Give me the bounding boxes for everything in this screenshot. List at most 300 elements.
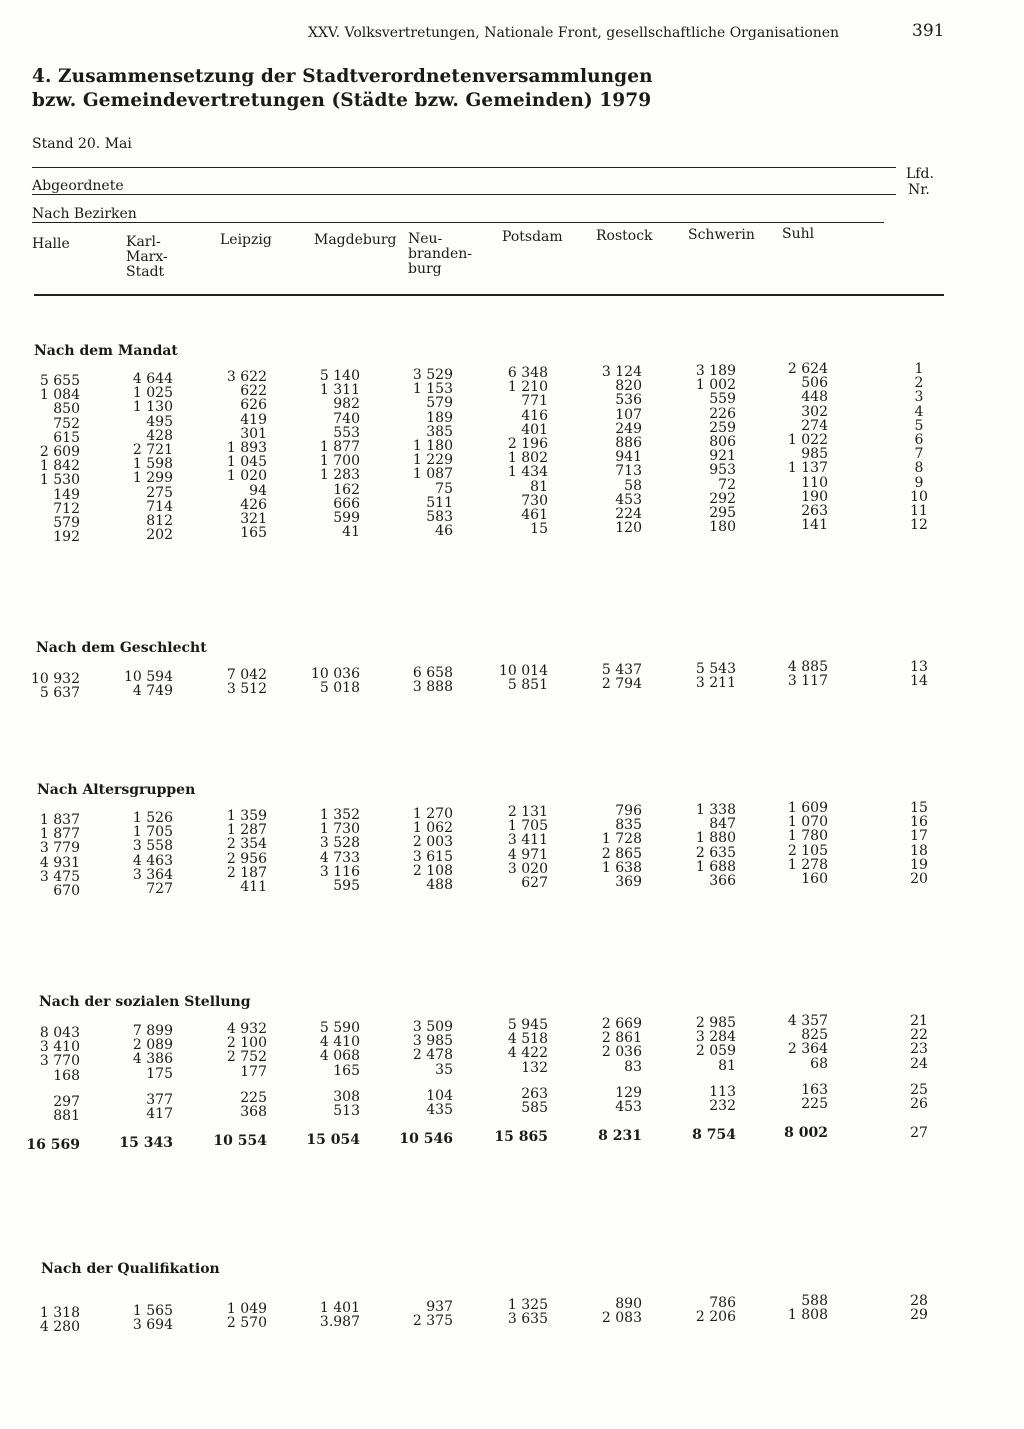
lfd-nr-cell: 16 bbox=[910, 814, 928, 831]
table-cell: 3 509 bbox=[412, 1019, 453, 1035]
table-cell: 192 bbox=[53, 529, 80, 546]
table-cell: 2 721 bbox=[132, 441, 173, 458]
table-cell: 1 530 bbox=[39, 472, 80, 489]
header-rule-2 bbox=[32, 194, 896, 195]
table-cell: 511 bbox=[426, 494, 453, 511]
data-column bbox=[177, 1022, 267, 1079]
table-cell: 3 020 bbox=[507, 860, 548, 877]
table-cell: 2 354 bbox=[226, 836, 267, 853]
table-cell: 189 bbox=[426, 409, 453, 426]
table-cell: 1 283 bbox=[319, 467, 360, 484]
data-column bbox=[552, 804, 642, 889]
lfd-nr-column bbox=[904, 1014, 934, 1071]
table-cell: 3 512 bbox=[226, 681, 267, 698]
table-cell: 3 779 bbox=[39, 840, 80, 857]
table-cell: 417 bbox=[146, 1106, 173, 1123]
table-cell: 881 bbox=[53, 1108, 80, 1125]
table-cell: 2 196 bbox=[507, 435, 548, 452]
table-cell: 301 bbox=[240, 425, 267, 442]
table-cell: 3 558 bbox=[132, 838, 173, 855]
table-cell: 120 bbox=[615, 520, 642, 537]
table-cell: 1 893 bbox=[226, 439, 267, 456]
table-cell: 847 bbox=[709, 816, 736, 833]
table-cell: 1 730 bbox=[319, 821, 360, 838]
table-cell: 1 526 bbox=[132, 810, 173, 826]
table-cell: 1 728 bbox=[601, 831, 642, 848]
table-cell: 3 615 bbox=[412, 848, 453, 865]
data-column bbox=[177, 1302, 267, 1330]
lfd-nr-cell: 18 bbox=[910, 842, 928, 859]
table-cell: 83 bbox=[624, 1058, 642, 1075]
table-cell: 7 042 bbox=[226, 667, 267, 683]
data-column bbox=[270, 1301, 360, 1329]
table-cell: 4 357 bbox=[787, 1013, 828, 1029]
total-cell: 8 231 bbox=[598, 1128, 642, 1144]
table-cell: 2 609 bbox=[39, 443, 80, 460]
table-cell: 297 bbox=[53, 1094, 80, 1110]
table-cell: 1 070 bbox=[787, 814, 828, 831]
table-cell: 1 153 bbox=[412, 381, 453, 398]
lfd-nr-cell: 22 bbox=[910, 1027, 928, 1044]
table-cell: 275 bbox=[146, 484, 173, 501]
data-column bbox=[83, 811, 173, 896]
table-cell: 162 bbox=[333, 481, 360, 498]
header-rule-3 bbox=[32, 222, 884, 223]
table-cell: 579 bbox=[426, 395, 453, 412]
lfd-nr-cell: 11 bbox=[910, 502, 928, 519]
table-cell: 292 bbox=[709, 490, 736, 507]
table-cell: 113 bbox=[709, 1084, 736, 1100]
table-cell: 3 985 bbox=[412, 1033, 453, 1050]
table-cell: 2 865 bbox=[601, 845, 642, 862]
table-cell: 1 278 bbox=[787, 856, 828, 873]
table-cell: 1 022 bbox=[787, 431, 828, 448]
table-cell: 1 705 bbox=[507, 818, 548, 835]
table-cell: 559 bbox=[709, 391, 736, 408]
column-header-line: Halle bbox=[32, 236, 70, 252]
data-column bbox=[270, 1090, 360, 1118]
table-cell: 3 635 bbox=[507, 1311, 548, 1328]
table-cell: 190 bbox=[801, 488, 828, 505]
table-cell: 2 364 bbox=[787, 1041, 828, 1058]
table-cell: 165 bbox=[333, 1062, 360, 1079]
total-cell: 8 754 bbox=[692, 1127, 736, 1143]
table-cell: 5 637 bbox=[39, 685, 80, 702]
data-column bbox=[646, 1016, 736, 1073]
table-cell: 426 bbox=[240, 496, 267, 513]
table-cell: 825 bbox=[801, 1027, 828, 1044]
table-cell: 107 bbox=[615, 406, 642, 423]
table-cell: 75 bbox=[435, 480, 453, 497]
lfd-nr-cell: 13 bbox=[910, 659, 928, 675]
table-cell: 110 bbox=[801, 474, 828, 491]
table-cell: 495 bbox=[146, 413, 173, 430]
column-header-bezirk bbox=[408, 232, 472, 277]
table-cell: 2 794 bbox=[601, 676, 642, 693]
table-cell: 132 bbox=[521, 1059, 548, 1076]
table-cell: 1 434 bbox=[507, 464, 548, 481]
table-cell: 730 bbox=[521, 492, 548, 509]
column-header-line: Rostock bbox=[596, 228, 653, 244]
table-cell: 8 043 bbox=[39, 1025, 80, 1041]
table-cell: 3 364 bbox=[132, 866, 173, 883]
table-cell: 58 bbox=[624, 477, 642, 494]
data-column bbox=[83, 1024, 173, 1081]
lfd-nr-cell: 19 bbox=[910, 856, 928, 873]
table-cell: 129 bbox=[615, 1085, 642, 1101]
data-column bbox=[738, 1014, 828, 1071]
table-cell: 2 861 bbox=[601, 1030, 642, 1047]
column-header-bezirk bbox=[314, 233, 397, 248]
lfd-nr-column bbox=[904, 1083, 934, 1111]
table-cell: 2 089 bbox=[132, 1037, 173, 1054]
table-cell: 226 bbox=[709, 405, 736, 422]
column-header-line: Magdeburg bbox=[314, 232, 397, 248]
table-cell: 2 375 bbox=[412, 1313, 453, 1330]
lfd-nr-cell: 26 bbox=[910, 1096, 928, 1113]
table-cell: 4 422 bbox=[507, 1045, 548, 1062]
table-cell: 81 bbox=[718, 1057, 736, 1074]
table-cell: 3 189 bbox=[695, 363, 736, 379]
table-cell: 2 003 bbox=[412, 834, 453, 851]
table-cell: 1 062 bbox=[412, 820, 453, 837]
column-header-line: burg bbox=[408, 261, 442, 277]
column-header-bezirk bbox=[126, 235, 168, 280]
table-cell: 622 bbox=[240, 383, 267, 400]
table-cell: 1 837 bbox=[39, 812, 80, 828]
table-cell: 259 bbox=[709, 419, 736, 436]
section-title: Nach der sozialen Stellung bbox=[39, 994, 251, 1010]
total-cell: 8 002 bbox=[784, 1125, 828, 1141]
table-cell: 225 bbox=[801, 1096, 828, 1113]
table-cell: 850 bbox=[53, 401, 80, 418]
table-cell: 626 bbox=[240, 397, 267, 414]
table-cell: 1 688 bbox=[695, 858, 736, 875]
table-cell: 7 899 bbox=[132, 1023, 173, 1039]
total-cell: 15 054 bbox=[306, 1132, 360, 1148]
table-cell: 4 885 bbox=[787, 659, 828, 675]
column-header-bezirk bbox=[220, 233, 272, 248]
table-cell: 1 210 bbox=[507, 379, 548, 396]
data-column bbox=[83, 1093, 173, 1121]
table-cell: 274 bbox=[801, 417, 828, 434]
section-title: Nach dem Mandat bbox=[34, 343, 178, 359]
table-cell: 627 bbox=[521, 874, 548, 891]
table-cell: 1 705 bbox=[132, 824, 173, 841]
table-cell: 1 180 bbox=[412, 437, 453, 454]
table-cell: 377 bbox=[146, 1092, 173, 1108]
table-cell: 2 036 bbox=[601, 1044, 642, 1061]
table-cell: 2 108 bbox=[412, 862, 453, 879]
table-cell: 5 543 bbox=[695, 661, 736, 677]
lfd-nr-column bbox=[904, 801, 934, 886]
table-cell: 985 bbox=[801, 446, 828, 463]
data-column bbox=[552, 663, 642, 691]
table-cell: 583 bbox=[426, 508, 453, 525]
header-nr: Nr. bbox=[908, 182, 930, 198]
table-cell: 670 bbox=[53, 882, 80, 899]
table-cell: 168 bbox=[53, 1067, 80, 1084]
table-cell: 937 bbox=[426, 1299, 453, 1315]
table-cell: 1 565 bbox=[132, 1303, 173, 1319]
data-column bbox=[0, 1306, 80, 1334]
table-cell: 1 700 bbox=[319, 453, 360, 470]
table-cell: 321 bbox=[240, 510, 267, 527]
lfd-nr-cell: 28 bbox=[910, 1293, 928, 1309]
lfd-nr-cell: 4 bbox=[914, 403, 924, 420]
table-cell: 771 bbox=[521, 393, 548, 410]
table-cell: 1 877 bbox=[39, 826, 80, 843]
table-cell: 820 bbox=[615, 378, 642, 395]
table-cell: 2 206 bbox=[695, 1309, 736, 1326]
table-cell: 3 211 bbox=[695, 675, 736, 692]
table-cell: 41 bbox=[342, 524, 360, 541]
table-cell: 4 931 bbox=[39, 854, 80, 871]
data-column bbox=[552, 1086, 642, 1114]
data-column bbox=[458, 1298, 548, 1326]
lfd-nr-cell: 12 bbox=[910, 517, 928, 534]
column-header-bezirk bbox=[782, 227, 814, 242]
table-cell: 714 bbox=[146, 498, 173, 515]
table-cell: 308 bbox=[333, 1089, 360, 1105]
data-column bbox=[738, 801, 828, 886]
table-cell: 225 bbox=[240, 1090, 267, 1106]
table-cell: 10 932 bbox=[31, 671, 80, 687]
table-cell: 1 325 bbox=[507, 1297, 548, 1313]
table-cell: 4 518 bbox=[507, 1031, 548, 1048]
table-cell: 3 117 bbox=[787, 673, 828, 690]
total-cell: 10 546 bbox=[399, 1131, 453, 1147]
data-column bbox=[552, 1017, 642, 1074]
table-cell: 295 bbox=[709, 504, 736, 521]
lfd-nr-column bbox=[904, 1294, 934, 1322]
column-header-line: Marx- bbox=[126, 249, 168, 265]
table-cell: 3.987 bbox=[319, 1314, 360, 1331]
section-title: Nach Altersgruppen bbox=[37, 782, 196, 798]
table-cell: 94 bbox=[249, 482, 267, 499]
data-column bbox=[646, 803, 736, 888]
table-cell: 104 bbox=[426, 1088, 453, 1104]
table-cell: 1 087 bbox=[412, 466, 453, 483]
table-cell: 10 594 bbox=[124, 669, 173, 685]
table-cell: 1 045 bbox=[226, 454, 267, 471]
table-cell: 5 140 bbox=[319, 368, 360, 384]
table-cell: 3 770 bbox=[39, 1053, 80, 1070]
table-cell: 453 bbox=[615, 491, 642, 508]
data-column bbox=[646, 1085, 736, 1113]
table-cell: 1 130 bbox=[132, 399, 173, 416]
table-cell: 2 985 bbox=[695, 1015, 736, 1031]
table-cell: 453 bbox=[615, 1099, 642, 1116]
table-cell: 752 bbox=[53, 415, 80, 432]
table-cell: 536 bbox=[615, 392, 642, 409]
data-column bbox=[270, 808, 360, 893]
column-header-bezirk bbox=[32, 237, 70, 252]
data-column bbox=[270, 667, 360, 695]
table-cell: 513 bbox=[333, 1103, 360, 1120]
lfd-nr-column bbox=[904, 362, 934, 532]
table-cell: 1 137 bbox=[787, 460, 828, 477]
data-column bbox=[646, 662, 736, 690]
table-cell: 435 bbox=[426, 1102, 453, 1119]
total-cell: 16 569 bbox=[26, 1137, 80, 1153]
table-cell: 666 bbox=[333, 495, 360, 512]
table-cell: 1 270 bbox=[412, 806, 453, 822]
lfd-nr-cell: 7 bbox=[914, 446, 924, 463]
lfd-nr-cell: 24 bbox=[910, 1055, 928, 1072]
table-cell: 727 bbox=[146, 880, 173, 897]
table-cell: 2 752 bbox=[226, 1049, 267, 1066]
table-cell: 579 bbox=[53, 514, 80, 531]
table-cell: 232 bbox=[709, 1098, 736, 1115]
table-cell: 2 478 bbox=[412, 1047, 453, 1064]
data-column bbox=[363, 666, 453, 694]
table-title-line-1: 4. Zusammensetzung der Stadtverordnetenversammlungen bbox=[32, 66, 653, 87]
table-cell: 1 311 bbox=[319, 382, 360, 399]
table-cell: 1 880 bbox=[695, 830, 736, 847]
data-column bbox=[177, 370, 267, 540]
lfd-nr-cell: 8 bbox=[914, 460, 924, 477]
table-cell: 835 bbox=[615, 817, 642, 834]
lfd-nr-cell: 1 bbox=[914, 361, 924, 377]
table-cell: 3 529 bbox=[412, 367, 453, 383]
table-cell: 72 bbox=[718, 476, 736, 493]
table-cell: 2 083 bbox=[601, 1310, 642, 1327]
table-cell: 5 590 bbox=[319, 1020, 360, 1036]
table-cell: 1 598 bbox=[132, 456, 173, 473]
table-cell: 890 bbox=[615, 1296, 642, 1312]
table-cell: 2 131 bbox=[507, 804, 548, 820]
table-cell: 165 bbox=[240, 525, 267, 542]
table-cell: 160 bbox=[801, 870, 828, 887]
table-cell: 2 669 bbox=[601, 1016, 642, 1032]
table-cell: 428 bbox=[146, 427, 173, 444]
lfd-nr-cell: 27 bbox=[910, 1125, 928, 1141]
table-cell: 15 bbox=[530, 521, 548, 538]
table-cell: 4 386 bbox=[132, 1051, 173, 1068]
lfd-nr-cell: 5 bbox=[914, 417, 924, 434]
table-cell: 1 299 bbox=[132, 470, 173, 487]
table-cell: 224 bbox=[615, 505, 642, 522]
table-cell: 886 bbox=[615, 434, 642, 451]
table-cell: 595 bbox=[333, 877, 360, 894]
table-cell: 1 808 bbox=[787, 1307, 828, 1324]
table-cell: 1 025 bbox=[132, 385, 173, 402]
header-rule-bottom bbox=[34, 294, 944, 296]
table-cell: 506 bbox=[801, 375, 828, 392]
table-cell: 712 bbox=[53, 500, 80, 517]
table-cell: 982 bbox=[333, 396, 360, 413]
total-cell: 10 554 bbox=[213, 1133, 267, 1149]
data-column bbox=[363, 807, 453, 892]
table-cell: 2 570 bbox=[226, 1315, 267, 1332]
lfd-nr-cell: 14 bbox=[910, 673, 928, 690]
table-cell: 5 437 bbox=[601, 662, 642, 678]
table-cell: 419 bbox=[240, 411, 267, 428]
data-column bbox=[552, 365, 642, 535]
table-cell: 1 020 bbox=[226, 468, 267, 485]
table-title-line-2: bzw. Gemeindevertretungen (Städte bzw. Gemeinden) 1979 bbox=[32, 90, 652, 111]
data-column bbox=[0, 1095, 80, 1123]
table-cell: 4 068 bbox=[319, 1048, 360, 1065]
table-cell: 4 463 bbox=[132, 852, 173, 869]
column-header-line: branden- bbox=[408, 246, 473, 262]
table-cell: 806 bbox=[709, 433, 736, 450]
lfd-nr-cell: 10 bbox=[910, 488, 928, 505]
table-cell: 461 bbox=[521, 506, 548, 523]
lfd-nr-cell: 23 bbox=[910, 1041, 928, 1058]
table-cell: 180 bbox=[709, 519, 736, 536]
table-cell: 35 bbox=[435, 1061, 453, 1078]
table-cell: 488 bbox=[426, 876, 453, 893]
table-cell: 1 287 bbox=[226, 822, 267, 839]
table-cell: 1 352 bbox=[319, 807, 360, 823]
table-cell: 2 187 bbox=[226, 864, 267, 881]
header-nach-bezirken: Nach Bezirken bbox=[32, 206, 137, 222]
lfd-nr-cell: 29 bbox=[910, 1307, 928, 1324]
table-cell: 588 bbox=[801, 1293, 828, 1309]
data-column bbox=[646, 1296, 736, 1324]
table-cell: 3 410 bbox=[39, 1039, 80, 1056]
table-cell: 149 bbox=[53, 486, 80, 503]
data-column bbox=[738, 1294, 828, 1322]
lfd-nr-cell: 25 bbox=[910, 1082, 928, 1098]
table-cell: 713 bbox=[615, 463, 642, 480]
total-cell: 15 865 bbox=[494, 1129, 548, 1145]
table-cell: 3 124 bbox=[601, 364, 642, 380]
table-cell: 5 655 bbox=[39, 373, 80, 389]
header-rule-top bbox=[32, 167, 896, 168]
stand-date: Stand 20. Mai bbox=[32, 136, 132, 152]
table-cell: 4 749 bbox=[132, 683, 173, 700]
data-column bbox=[363, 1020, 453, 1077]
data-column bbox=[363, 1300, 453, 1328]
data-column bbox=[458, 1018, 548, 1075]
table-cell: 46 bbox=[435, 523, 453, 540]
data-column bbox=[738, 660, 828, 688]
table-cell: 1 609 bbox=[787, 800, 828, 816]
table-cell: 1 338 bbox=[695, 802, 736, 818]
table-cell: 448 bbox=[801, 389, 828, 406]
column-header-line: Neu- bbox=[408, 231, 443, 247]
table-cell: 941 bbox=[615, 449, 642, 466]
table-cell: 3 116 bbox=[319, 863, 360, 880]
data-column bbox=[177, 809, 267, 894]
table-cell: 921 bbox=[709, 448, 736, 465]
table-cell: 401 bbox=[521, 421, 548, 438]
table-cell: 263 bbox=[801, 502, 828, 519]
table-cell: 6 348 bbox=[507, 365, 548, 381]
data-column bbox=[363, 368, 453, 538]
data-column bbox=[646, 364, 736, 534]
table-cell: 3 475 bbox=[39, 868, 80, 885]
table-cell: 3 284 bbox=[695, 1029, 736, 1046]
table-cell: 1 877 bbox=[319, 438, 360, 455]
table-cell: 263 bbox=[521, 1086, 548, 1102]
lfd-nr-cell: 6 bbox=[914, 431, 924, 448]
column-header-bezirk bbox=[596, 229, 653, 244]
lfd-nr-cell: 9 bbox=[914, 474, 924, 491]
lfd-nr-cell: 3 bbox=[914, 389, 924, 406]
lfd-nr-cell: 21 bbox=[910, 1013, 928, 1029]
column-header-line: Potsdam bbox=[502, 229, 563, 245]
table-cell: 2 105 bbox=[787, 842, 828, 859]
table-cell: 4 733 bbox=[319, 849, 360, 866]
table-cell: 411 bbox=[240, 878, 267, 895]
data-column bbox=[458, 805, 548, 890]
column-header-line: Karl- bbox=[126, 234, 161, 250]
table-cell: 1 638 bbox=[601, 859, 642, 876]
